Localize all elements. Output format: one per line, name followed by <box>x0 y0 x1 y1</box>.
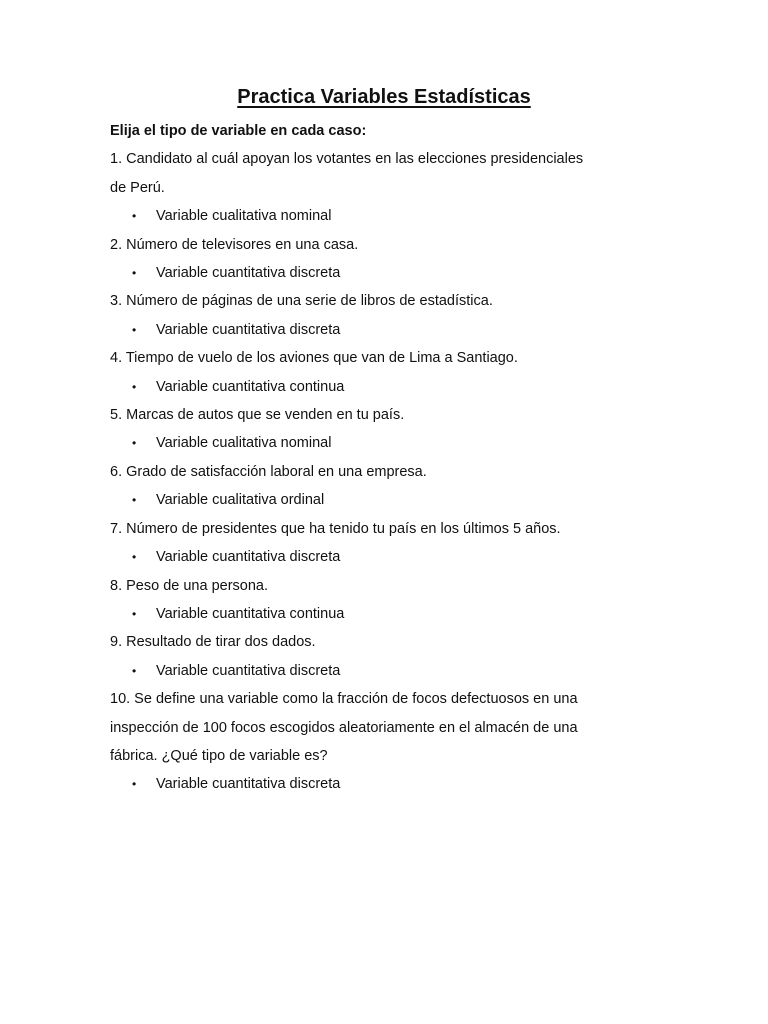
answer-text: Variable cuantitativa discreta <box>156 549 341 566</box>
page-title-text: Practica Variables Estadísticas <box>237 86 531 108</box>
answer-text: Variable cuantitativa discreta <box>156 662 341 679</box>
question-item <box>110 685 630 799</box>
instructions: Elija el tipo de variable en cada caso: <box>110 123 367 139</box>
answer-text: Variable cuantitativa continua <box>156 378 345 395</box>
answer-line <box>110 429 630 457</box>
question-item <box>110 401 630 458</box>
question-list <box>110 145 630 798</box>
question-line: 9. Resultado de tirar dos dados. <box>110 634 316 651</box>
question-item <box>110 572 630 629</box>
question-line: 2. Número de televisores en una casa. <box>110 236 359 253</box>
question-item <box>110 287 630 344</box>
answer-text: Variable cuantitativa discreta <box>156 321 341 338</box>
question-line: de Perú. <box>110 179 165 196</box>
bullet-icon: • <box>132 266 137 281</box>
bullet-icon: • <box>132 606 137 621</box>
answer-text: Variable cualitativa nominal <box>156 208 332 225</box>
question-line: 3. Número de páginas de una serie de libros de estadística. <box>110 293 493 310</box>
answer-line <box>110 657 630 685</box>
answer-line <box>110 373 630 401</box>
document-body <box>110 117 630 799</box>
question-line: 6. Grado de satisfacción laboral en una empresa. <box>110 463 427 480</box>
bullet-icon: • <box>132 663 137 678</box>
question-item <box>110 344 630 401</box>
question-line: 5. Marcas de autos que se venden en tu país. <box>110 407 405 424</box>
question-line: fábrica. ¿Qué tipo de variable es? <box>110 747 328 764</box>
question-line: 1. Candidato al cuál apoyan los votantes en las elecciones presidenciales <box>110 151 584 168</box>
answer-line <box>110 202 630 230</box>
page-title <box>0 84 768 110</box>
answer-line <box>110 259 630 287</box>
question-item <box>110 145 630 230</box>
question-line: 4. Tiempo de vuelo de los aviones que van de Lima a Santiago. <box>110 350 518 367</box>
answer-text: Variable cualitativa nominal <box>156 435 332 452</box>
question-line: 8. Peso de una persona. <box>110 577 269 594</box>
answer-text: Variable cualitativa ordinal <box>156 492 325 509</box>
question-item <box>110 515 630 572</box>
bullet-icon: • <box>132 322 137 337</box>
answer-text: Variable cuantitativa discreta <box>156 776 341 793</box>
answer-line <box>110 600 630 628</box>
bullet-icon: • <box>132 379 137 394</box>
question-line: inspección de 100 focos escogidos aleatoriamente en el almacén de una <box>110 719 578 736</box>
bullet-icon: • <box>132 493 137 508</box>
question-item <box>110 628 630 685</box>
bullet-icon: • <box>132 777 137 792</box>
bullet-icon: • <box>132 550 137 565</box>
question-item <box>110 458 630 515</box>
answer-text: Variable cuantitativa discreta <box>156 265 341 282</box>
question-line: 10. Se define una variable como la fracción de focos defectuosos en una <box>110 691 578 708</box>
answer-text: Variable cuantitativa continua <box>156 605 345 622</box>
question-line: 7. Número de presidentes que ha tenido tu país en los últimos 5 años. <box>110 520 561 537</box>
answer-line <box>110 486 630 514</box>
answer-line <box>110 770 630 798</box>
bullet-icon: • <box>132 209 137 224</box>
answer-line <box>110 543 630 571</box>
bullet-icon: • <box>132 436 137 451</box>
answer-line <box>110 316 630 344</box>
question-item <box>110 231 630 288</box>
